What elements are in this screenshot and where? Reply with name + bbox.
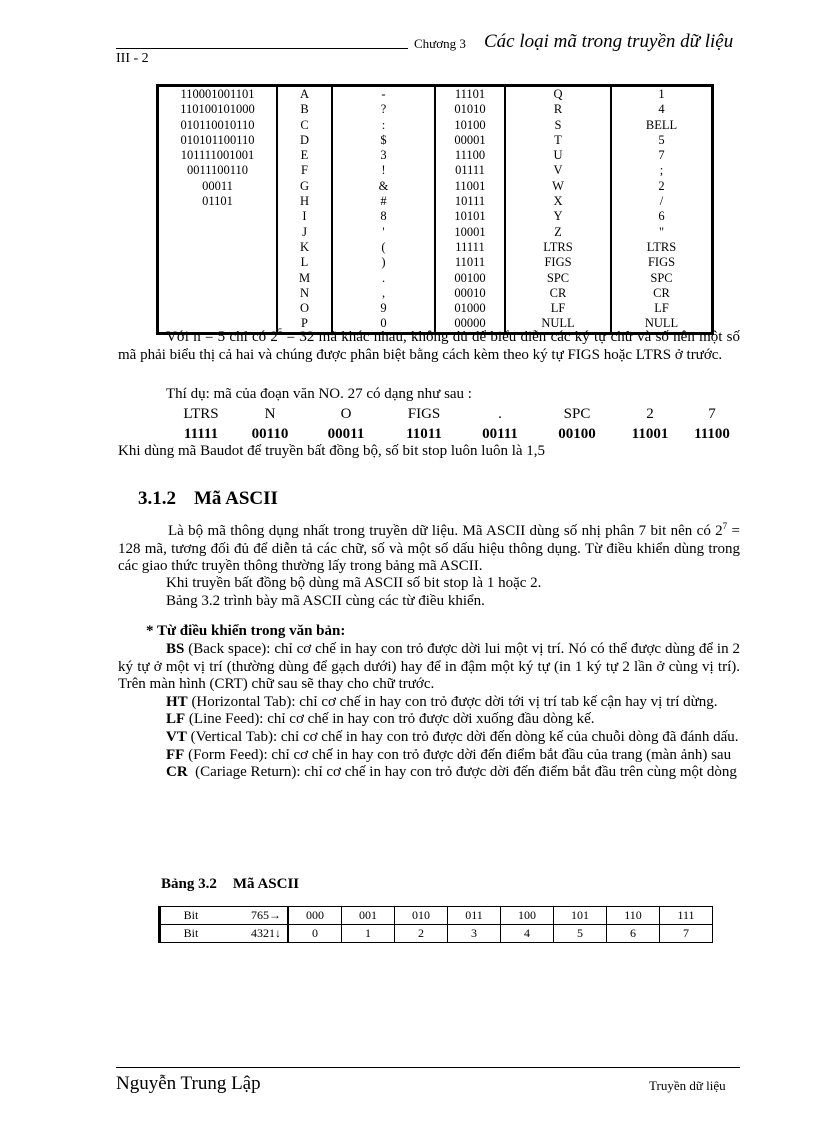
- control-word-term: VT: [166, 728, 187, 745]
- baudot-cell: Z: [505, 225, 611, 240]
- baudot-cell: S: [505, 118, 611, 133]
- baudot-cell: 00011: [158, 179, 278, 194]
- example-bits: 00011: [327, 426, 365, 442]
- ascii-col-low: 0: [288, 925, 342, 943]
- ascii-col-high: 010: [395, 907, 448, 925]
- baudot-cell: D: [277, 133, 332, 148]
- bit-label: Bit: [160, 907, 222, 925]
- ascii-col-high: 001: [342, 907, 395, 925]
- ascii-col-high: 100: [501, 907, 554, 925]
- baudot-cell: BELL: [611, 118, 713, 133]
- baudot-cell: I: [277, 209, 332, 224]
- baudot-cell: N: [277, 286, 332, 301]
- section-number: 3.1.2: [138, 488, 176, 509]
- baudot-row: [158, 179, 713, 194]
- baudot-cell: 01111: [435, 163, 505, 178]
- baudot-cell: U: [505, 148, 611, 163]
- baudot-cell: X: [505, 194, 611, 209]
- baudot-cell: B: [277, 102, 332, 117]
- ascii-col-low: 7: [660, 925, 713, 943]
- ascii-text-a: Là bộ mã thông dụng nhất trong truyền dữ liệu. Mã ASCII dùng số nhị phân 7 bit nên có 2: [168, 523, 723, 539]
- table-caption-number: Bảng 3.2: [161, 876, 217, 892]
- baudot-cell: FIGS: [611, 255, 713, 270]
- baudot-row: [158, 148, 713, 163]
- baudot-text-b: = 32 mã khác nhau, không đủ để biểu diễn các ký tự chữ và số nên một số mã phải biểu thị cả hai và chúng được phân biệt bằng cách kèm theo ký tự FIGS hoặc LTRS ở trước.: [118, 329, 741, 363]
- example-bits: 00110: [251, 426, 289, 442]
- baudot-row: [158, 209, 713, 224]
- baudot-row: [158, 255, 713, 270]
- baudot-cell: M: [277, 271, 332, 286]
- baudot-row: [158, 194, 713, 209]
- baudot-cell: 01010: [435, 102, 505, 117]
- baudot-cell: V: [505, 163, 611, 178]
- baudot-cell: 110001001101: [158, 86, 278, 103]
- ascii-col-high: 101: [554, 907, 607, 925]
- baudot-cell: O: [277, 301, 332, 316]
- baudot-cell: G: [277, 179, 332, 194]
- baudot-cell: -: [332, 86, 435, 103]
- baudot-cell: FIGS: [505, 255, 611, 270]
- table-caption-title: Mã ASCII: [232, 876, 300, 892]
- ascii-paragraph: [118, 518, 740, 576]
- baudot-cell: [158, 255, 278, 270]
- control-word-item: [118, 764, 740, 782]
- example-char: 2: [646, 406, 654, 422]
- baudot-cell: [158, 225, 278, 240]
- ascii-header-row-low: [160, 925, 713, 943]
- baudot-cell: ,: [332, 286, 435, 301]
- header-rule: [116, 48, 408, 49]
- baudot-cell: 0: [332, 316, 435, 333]
- example-char: N: [264, 406, 276, 422]
- ascii-code-table: [158, 906, 713, 943]
- control-word-term: FF: [166, 746, 185, 763]
- baudot-cell: LF: [611, 301, 713, 316]
- ascii-col-low: 3: [448, 925, 501, 943]
- baudot-row: [158, 271, 713, 286]
- ascii-col-low: 2: [395, 925, 448, 943]
- baudot-cell: 01000: [435, 301, 505, 316]
- baudot-cell: ": [611, 225, 713, 240]
- baudot-cell: NULL: [505, 316, 611, 333]
- baudot-cell: [158, 286, 278, 301]
- section-heading: [138, 488, 278, 510]
- example-bits: 11111: [183, 426, 219, 442]
- baudot-cell: T: [505, 133, 611, 148]
- baudot-cell: Y: [505, 209, 611, 224]
- bit-label: Bit: [160, 925, 222, 943]
- baudot-row: [158, 118, 713, 133]
- baudot-cell: 5: [611, 133, 713, 148]
- control-word-term: BS: [166, 641, 185, 657]
- baudot-row: [158, 163, 713, 178]
- footer-rule: [116, 1067, 740, 1068]
- example-bits: 00100: [558, 426, 596, 442]
- baudot-cell: P: [277, 316, 332, 333]
- control-word-term: CR: [166, 764, 188, 781]
- ascii-col-low: 4: [501, 925, 554, 943]
- control-word-item: [118, 641, 744, 694]
- baudot-cell: 11111: [435, 240, 505, 255]
- baudot-cell: NULL: [611, 316, 713, 333]
- ascii-table-ref: Bảng 3.2 trình bày mã ASCII cùng các từ điều khiển.: [166, 593, 485, 609]
- baudot-cell: 101111001001: [158, 148, 278, 163]
- baudot-row: [158, 102, 713, 117]
- baudot-cell: 11100: [435, 148, 505, 163]
- baudot-cell: H: [277, 194, 332, 209]
- control-word-item: [118, 747, 740, 765]
- example-chars-row: [170, 404, 742, 424]
- baudot-cell: 11001: [435, 179, 505, 194]
- ascii-col-high: 111: [660, 907, 713, 925]
- baudot-cell: SPC: [611, 271, 713, 286]
- example-code-table: [170, 404, 742, 444]
- baudot-cell: 00010: [435, 286, 505, 301]
- baudot-cell: #: [332, 194, 435, 209]
- baudot-cell: 10101: [435, 209, 505, 224]
- baudot-cell: R: [505, 102, 611, 117]
- control-word-desc: (Vertical Tab): chỉ cơ chế in hay con trỏ được dời đến dòng kế của chuỗi dòng đã đánh dấu.: [186, 728, 739, 745]
- baudot-cell: ': [332, 225, 435, 240]
- baudot-code-table: [156, 84, 714, 335]
- baudot-cell: 010101100110: [158, 133, 278, 148]
- baudot-cell: C: [277, 118, 332, 133]
- example-intro: Thí dụ: mã của đoạn văn NO. 27 có dạng như sau :: [166, 386, 472, 402]
- example-bits: 11100: [694, 426, 730, 442]
- baudot-cell: 10100: [435, 118, 505, 133]
- baudot-cell: A: [277, 86, 332, 103]
- baudot-cell: F: [277, 163, 332, 178]
- control-word-desc: (Horizontal Tab): chỉ cơ chế in hay con trỏ được dời tới vị trí tab kế cận hay vị trí dừng.: [187, 693, 718, 710]
- footer-subject: Truyền dữ liệu: [649, 1078, 726, 1093]
- baudot-cell: [158, 301, 278, 316]
- baudot-cell: 4: [611, 102, 713, 117]
- baudot-cell: 9: [332, 301, 435, 316]
- baudot-row: [158, 133, 713, 148]
- baudot-cell: (: [332, 240, 435, 255]
- chapter-title: Các loại mã trong truyền dữ liệu: [484, 31, 734, 52]
- baudot-cell: .: [332, 271, 435, 286]
- baudot-row: [158, 286, 713, 301]
- baudot-cell: 6: [611, 209, 713, 224]
- ascii-exponent: 7: [722, 521, 728, 531]
- example-char: FIGS: [407, 406, 441, 422]
- baudot-row: [158, 86, 713, 103]
- bit-index-high: 765→: [221, 907, 288, 925]
- ascii-col-high: 000: [288, 907, 342, 925]
- baudot-cell: J: [277, 225, 332, 240]
- control-word-desc: (Back space): chỉ cơ chế in hay con trỏ được dời lui một vị trí. Nó có thể được dùng để in 2 ký tự ở một vị trí (thường dùng để gạch dưới) hay để in đậm một ký tự (in 1 ký tự 2 lần ở cùng vị trí). Trên màn hình (CRT) chữ sau sẽ thay cho chữ trước.: [118, 641, 744, 693]
- baudot-cell: CR: [505, 286, 611, 301]
- control-word-item: [118, 729, 740, 747]
- baudot-cell: E: [277, 148, 332, 163]
- baudot-cell: [158, 209, 278, 224]
- baudot-exponent: 5: [277, 327, 283, 337]
- example-bits: 00111: [482, 426, 518, 442]
- baudot-cell: 10111: [435, 194, 505, 209]
- chapter-label: Chương 3: [414, 36, 466, 51]
- control-word-term: LF: [166, 711, 186, 728]
- baudot-cell: LTRS: [505, 240, 611, 255]
- baudot-cell: :: [332, 118, 435, 133]
- footer-author: Nguyễn Trung Lập: [116, 1073, 261, 1094]
- ascii-col-low: 6: [607, 925, 660, 943]
- example-bits-row: [170, 424, 742, 444]
- baudot-cell: 0011100110: [158, 163, 278, 178]
- baudot-cell: ): [332, 255, 435, 270]
- example-bits: 11011: [406, 426, 442, 442]
- bit-index-low: 4321↓: [221, 925, 288, 943]
- control-word-item: [118, 711, 740, 729]
- baudot-stop-bits-note: Khi dùng mã Baudot để truyền bất đồng bộ, số bit stop luôn luôn là 1,5: [118, 443, 546, 459]
- baudot-row: [158, 240, 713, 255]
- baudot-cell: 00000: [435, 316, 505, 333]
- baudot-cell: K: [277, 240, 332, 255]
- baudot-cell: 01101: [158, 194, 278, 209]
- baudot-cell: 10001: [435, 225, 505, 240]
- baudot-cell: [158, 271, 278, 286]
- control-words-list: [118, 641, 744, 782]
- baudot-cell: 11101: [435, 86, 505, 103]
- baudot-text-a: Với n = 5 chỉ có 2: [166, 329, 278, 345]
- baudot-cell: 8: [332, 209, 435, 224]
- baudot-cell: 3: [332, 148, 435, 163]
- baudot-cell: LTRS: [611, 240, 713, 255]
- control-word-term: HT: [166, 693, 188, 710]
- ascii-header-row-high: [160, 907, 713, 925]
- control-word-desc: (Cariage Return): chỉ cơ chế in hay con trỏ được dời đến điểm bắt đầu trên cùng một dòng: [187, 764, 737, 781]
- control-word-desc: (Form Feed): chỉ cơ chế in hay con trỏ được dời đến điểm bắt đầu của trang (màn ảnh) sau: [184, 746, 732, 763]
- control-words-title: * Từ điều khiển trong văn bản:: [146, 623, 346, 639]
- control-word-desc: (Line Feed): chỉ cơ chế in hay con trỏ được dời xuống đầu dòng kế.: [185, 711, 595, 728]
- example-char: 7: [708, 406, 716, 422]
- baudot-cell: 00001: [435, 133, 505, 148]
- ascii-stop-bits: Khi truyền bất đồng bộ dùng mã ASCII số bit stop là 1 hoặc 2.: [166, 575, 542, 591]
- ascii-col-high: 011: [448, 907, 501, 925]
- baudot-cell: &: [332, 179, 435, 194]
- baudot-row: [158, 225, 713, 240]
- example-char: .: [498, 406, 502, 422]
- baudot-paragraph: [118, 324, 740, 364]
- baudot-cell: [158, 240, 278, 255]
- baudot-cell: /: [611, 194, 713, 209]
- table-caption: [161, 876, 299, 893]
- baudot-cell: 2: [611, 179, 713, 194]
- baudot-cell: Q: [505, 86, 611, 103]
- ascii-col-low: 1: [342, 925, 395, 943]
- baudot-cell: W: [505, 179, 611, 194]
- baudot-cell: 1: [611, 86, 713, 103]
- baudot-cell: $: [332, 133, 435, 148]
- baudot-cell: 11011: [435, 255, 505, 270]
- ascii-col-high: 110: [607, 907, 660, 925]
- baudot-cell: CR: [611, 286, 713, 301]
- section-title: Mã ASCII: [194, 488, 278, 509]
- baudot-cell: ?: [332, 102, 435, 117]
- baudot-row: [158, 301, 713, 316]
- baudot-cell: L: [277, 255, 332, 270]
- control-word-item: [118, 694, 740, 712]
- ascii-col-low: 5: [554, 925, 607, 943]
- baudot-cell: 7: [611, 148, 713, 163]
- example-bits: 11001: [631, 426, 669, 442]
- example-char: O: [340, 406, 352, 422]
- baudot-cell: ;: [611, 163, 713, 178]
- ascii-text-b: = 128 mã, tương đối đủ để diễn tả các chữ, số và một số dấu hiệu thông dụng. Từ điều khiển dùng trong các giao thức truyền thông thường lấy trong bảng mã ASCII.: [118, 523, 740, 575]
- baudot-table-body: [158, 86, 713, 334]
- baudot-cell: 00100: [435, 271, 505, 286]
- baudot-cell: !: [332, 163, 435, 178]
- baudot-cell: 110100101000: [158, 102, 278, 117]
- baudot-cell: 010110010110: [158, 118, 278, 133]
- example-char: SPC: [563, 406, 591, 422]
- baudot-cell: SPC: [505, 271, 611, 286]
- example-char: LTRS: [183, 406, 219, 422]
- baudot-cell: LF: [505, 301, 611, 316]
- page-number: III - 2: [116, 51, 149, 66]
